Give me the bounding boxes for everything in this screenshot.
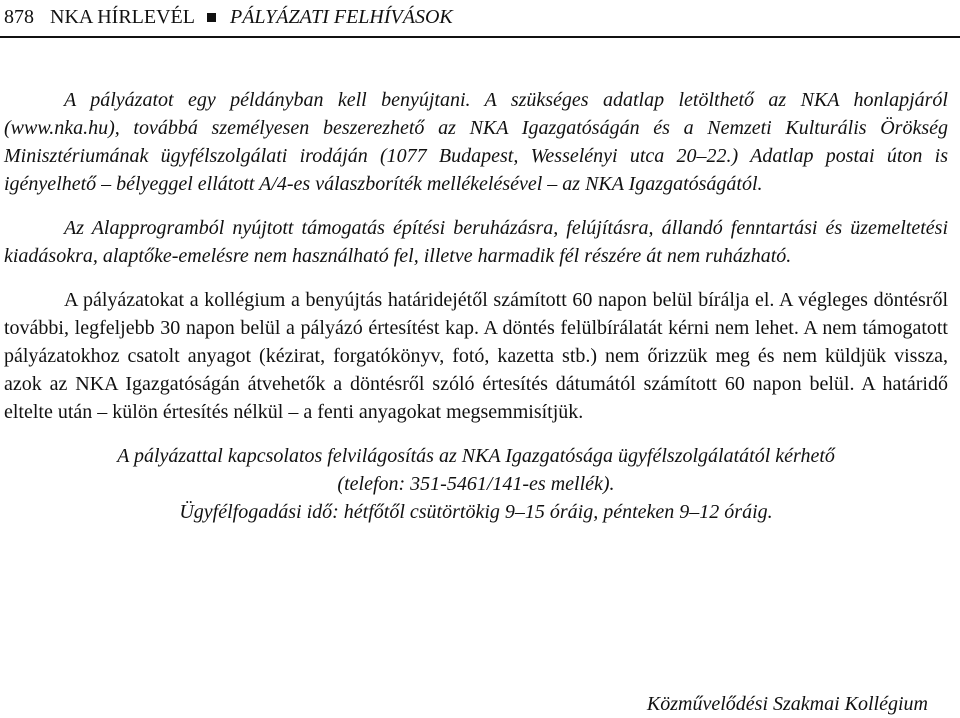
paragraph-submission: A pályázatot egy példányban kell benyújtani. A szükséges adatlap letölthető az NKA honlapjáról (www.nka.hu), továbbá személyesen beszerezhető az NKA Igazgatóságán és a Nemzeti Kulturális Örökség Minisztériumának ügyfélszolgálati irodáján (1077 Budapest, Wesselényi utca 20–22.) Adatlap postai úton is igényelhető – bélyeggel ellátott A/4-es válaszboríték mellékelésével – az NKA Igazgatóságától. (4, 89, 948, 195)
paragraph-evaluation: A pályázatokat a kollégium a benyújtás határidejétől számított 60 napon belül bírálja el. A végleges döntésről további, legfeljebb 30 napon belül a pályázó értesítést kap. A döntés felülbírálatát kérni nem lehet. A nem támogatott pályázatokhoz csatolt anyagot (kézirat, forgatókönyv, fotó, kazetta stb.) nem őrizzük meg és nem küldjük vissza, azok az NKA Igazgatóságán átvehetők a döntésről szóló értesítés dátumától számított 60 napon belül. A határidő eltelte után – külön értesítés nélkül – a fenti anyagokat megsemmisítjük. (4, 289, 948, 423)
page-number: 878 (4, 6, 34, 28)
contact-line-3: Ügyfélfogadási idő: hétfőtől csütörtökig 9–15 óráig, pénteken 9–12 óráig. (179, 501, 773, 523)
header-bullet (207, 13, 216, 22)
header-rule (0, 36, 960, 38)
section-title: PÁLYÁZATI FELHÍVÁSOK (229, 6, 453, 28)
publication-title: NKA HÍRLEVÉL (50, 6, 195, 28)
signature: Közművelődési Szakmai Kollégium (646, 693, 928, 715)
page-header (4, 2, 956, 32)
document-body (4, 86, 948, 526)
contact-line-2: (telefon: 351-5461/141-es mellék). (337, 473, 615, 495)
paragraph-restrictions: Az Alapprogramból nyújtott támogatás építési beruházásra, felújításra, állandó fenntartási és üzemeltetési kiadásokra, alaptőke-emelésre nem használható fel, illetve harmadik fél részére át nem ruházható. (4, 217, 948, 267)
contact-line-1: A pályázattal kapcsolatos felvilágosítás az NKA Igazgatósága ügyfélszolgálatától kérhető (117, 445, 835, 467)
